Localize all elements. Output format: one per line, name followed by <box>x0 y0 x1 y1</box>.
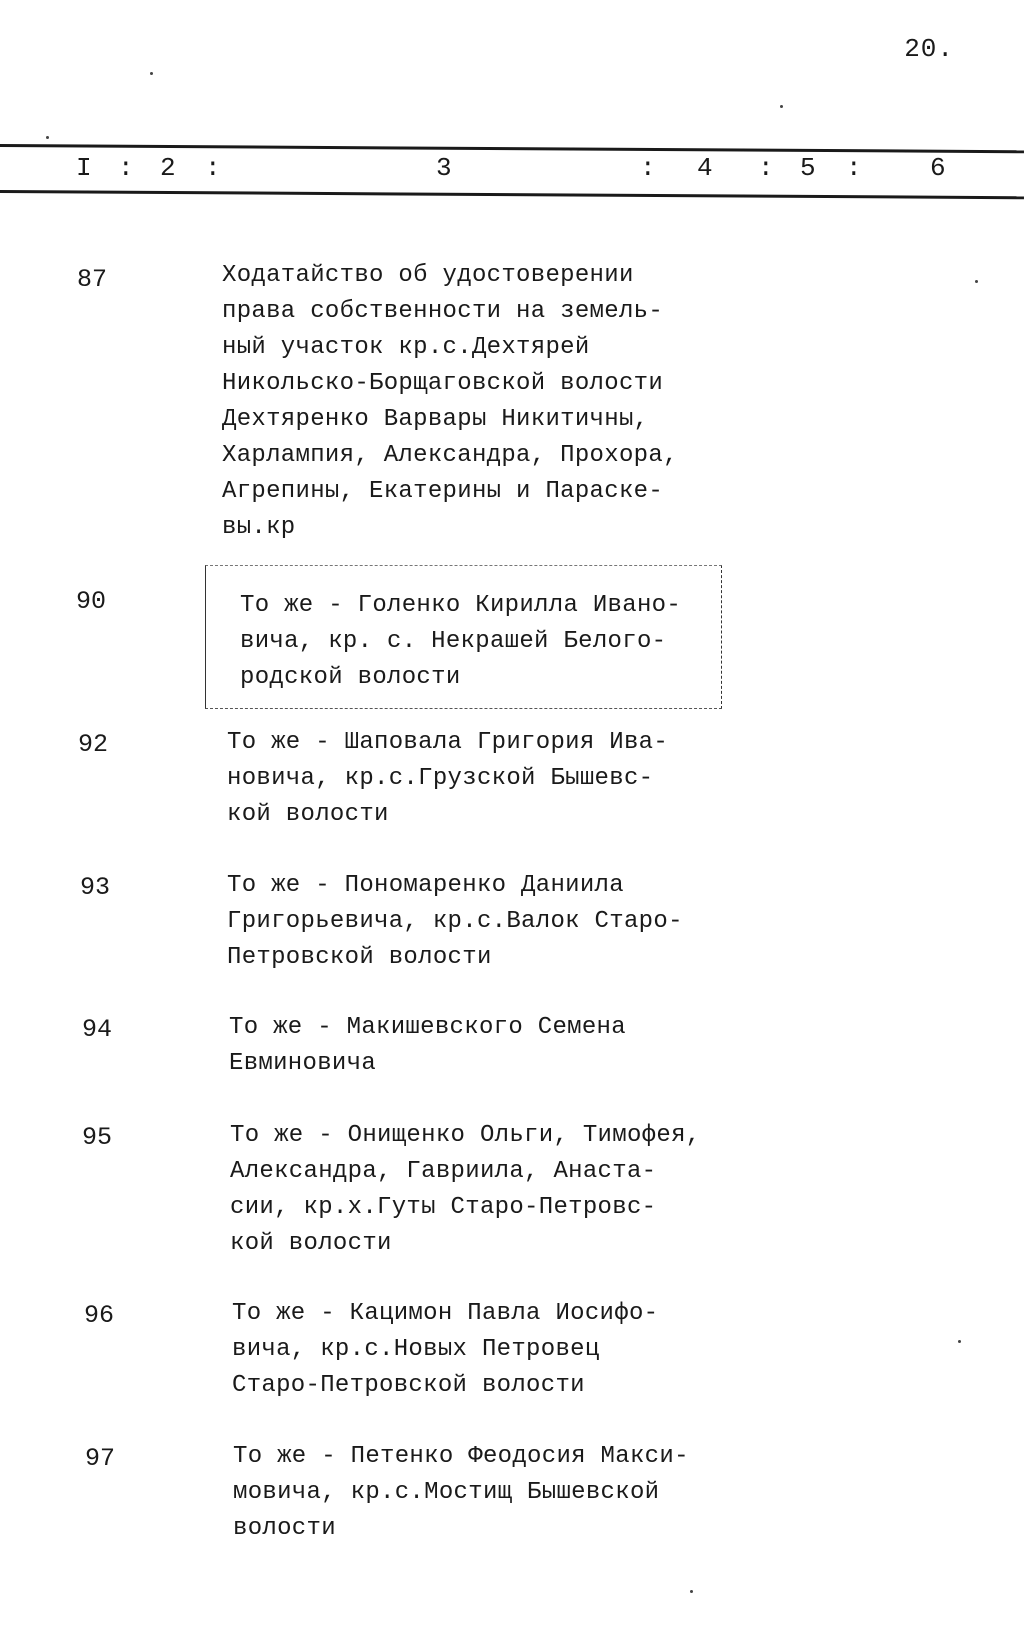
scan-speck <box>150 72 153 75</box>
entry-description: То же - Голенко Кирилла Ивано- вича, кр. с. Некрашей Белого- родской волости <box>240 592 682 691</box>
entry-description: То же - Пономаренко Даниила Григорьевича, кр.с.Валок Старо- Петровской волости <box>227 872 683 971</box>
entry-number: 92 <box>78 730 109 759</box>
entry-description: То же - Макишевского Семена Евминовича <box>229 1014 626 1077</box>
entry-number: 93 <box>80 873 111 902</box>
entry-description: Ходатайство об удостоверении права собственности на земель- ный участок кр.с.Дехтярей Никольско-Борщаговской волости Дехтяренко Варвары Никитичны, Харлампия, Александра, Прохора, Агрепины, Екатерины и Параске- вы.кр <box>222 262 678 541</box>
entry-number: 96 <box>84 1301 115 1330</box>
scan-speck <box>958 1340 961 1343</box>
entry-description: То же - Кацимон Павла Иосифо- вича, кр.с.Новых Петровец Старо-Петровской волости <box>232 1300 659 1399</box>
column-header-2: 2 <box>160 153 176 183</box>
column-header-5: 5 <box>800 153 816 183</box>
entry-number: 94 <box>82 1015 113 1044</box>
column-header-6: 6 <box>930 153 946 183</box>
page-number: 20. <box>904 34 954 64</box>
scan-speck <box>780 105 783 108</box>
entry-number: 95 <box>82 1123 113 1152</box>
column-separator: : <box>118 153 134 183</box>
scan-speck <box>975 280 978 283</box>
column-separator: : <box>640 153 656 183</box>
entry-description: То же - Петенко Феодосия Макси- мовича, кр.с.Мостищ Бышевской волости <box>233 1443 689 1542</box>
column-header-1: I <box>76 153 92 183</box>
column-separator: : <box>846 153 862 183</box>
column-header-3: 3 <box>436 153 452 183</box>
column-header-4: 4 <box>697 153 713 183</box>
header-rule-top <box>0 144 1024 153</box>
entry-number: 87 <box>77 265 108 294</box>
entry-number: 97 <box>85 1444 116 1473</box>
header-rule-bottom <box>0 190 1024 199</box>
scan-speck <box>690 1590 693 1593</box>
entry-number: 90 <box>76 587 107 616</box>
scan-speck <box>46 136 49 139</box>
column-separator: : <box>205 153 221 183</box>
entry-description: То же - Шаповала Григория Ива- новича, кр.с.Грузской Бышевс- кой волости <box>227 729 669 828</box>
entry-description: То же - Онищенко Ольги, Тимофея, Александра, Гавриила, Анаста- сии, кр.х.Гуты Старо-Петровс- кой волости <box>230 1122 701 1257</box>
column-separator: : <box>758 153 774 183</box>
